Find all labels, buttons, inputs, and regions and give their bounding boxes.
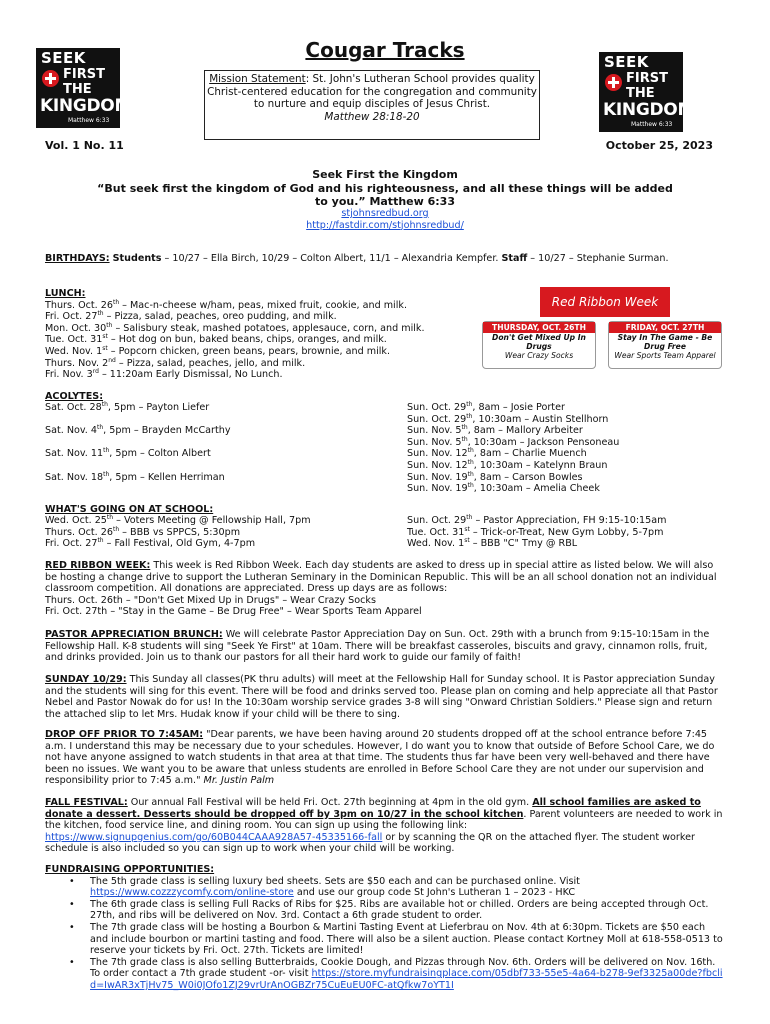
acolyte-entry [407, 483, 737, 495]
cozzzycomfy-link[interactable]: https://www.cozzzycomfy.com/online-store [90, 887, 294, 899]
sunday-text: This Sunday all classes(PK thru adults) will meet at the Fellowship Hall for Sunday school. It is Pastor appreciation Sunday and the students will sing for this event. There will be food and drinks served too. Please plan on coming and help appreciate all that Pastor Nebel and Pastor Nowak do for us! In the 10:30am worship service grades 3-8 will sing "Onward Christian Soldiers." Please sign and return the attached slip to let Mrs. Hudak know if your child will be there to sing. [45, 674, 718, 720]
entry-text: – Pastor Appreciation, FH 9:15-10:15am [472, 515, 667, 526]
acolytes-heading: ACOLYTES: [45, 391, 104, 402]
fundraising-heading: FUNDRAISING OPPORTUNITIES: [45, 864, 215, 875]
entry-date-suffix: th [466, 412, 473, 420]
red-ribbon-text: This week is Red Ribbon Week. Each day students are asked to dress up in special attire as listed below. We will also be hosting a change drive to support the Lutheran Seminary in the Dominican Republic. This will be an all school donation not an individual classroom competition. All donations are appreciated. Dress up days are as follows: [45, 560, 717, 595]
dress-up-friday: Fri. Oct. 27th – "Stay in the Game – Be Drug Free" – Wear Sports Team Apparel [45, 606, 422, 618]
fundraiser-6th-grade: • The 6th grade class is selling Full Racks of Ribs for $25. Ribs are available hot or chilled. Orders are being accepted through Oct. 27th, and ribs will be delivered on Nov. 3rd. Contact a 6th grade student to order. [90, 899, 725, 922]
logo-text: KINGDOM [603, 100, 695, 120]
fall-festival-section [45, 797, 725, 855]
students-label: Students [112, 253, 162, 264]
festival-text: . Parent volunteers are needed to work in the kitchen, food service line, and dining room. You can sign up using the following link: [45, 808, 723, 832]
acolyte-entry [407, 425, 737, 437]
entry-text: – Voters Meeting @ Fellowship Hall, 7pm [113, 515, 311, 526]
lunch-item [45, 300, 475, 312]
entry-date: Thurs. Nov. 2 [45, 357, 109, 369]
entry-date: Fri. Oct. 27 [45, 311, 98, 323]
event-entry [407, 515, 737, 527]
card-title: Stay In The Game - Be Drug Free [617, 333, 713, 351]
acolyte-entry [407, 414, 737, 426]
acolyte-entry [407, 448, 737, 460]
entry-date-suffix: th [97, 310, 104, 317]
entry-date-suffix: st [102, 333, 108, 341]
fundraiser-7th-grade-tasting: • The 7th grade class will be hosting a Bourbon & Martini Tasting Event at Lieferbrau on Nov. 4th at 6:30pm. Tickets are $50 each and include bourbon or martini tasting and food. There will also be a silent auction. Please contact Kortney Moll at 618-558-0513 to reserve your tickets by Fri. Oct. 27th. Tickets are limited! [90, 922, 725, 957]
pastor-text: We will celebrate Pastor Appreciation Day on Sun. Oct. 29th with a brunch from 9:15-10:15am in the Fellowship Hall. K-8 students will sing "Seek Ye First" at 10am. There will be breakfast casseroles, biscuits and gravy, cinnamon rolls, fruit, and drinks provided. Join us to thank our pastors for all their hard work to guide our family of faith! [45, 629, 710, 664]
acolyte-entry [407, 472, 737, 484]
card-day: FRIDAY, OCT. 27TH [609, 322, 721, 333]
fundraising-section [45, 864, 725, 992]
acolyte-entry [407, 437, 737, 449]
entry-date: Sun. Nov. 19 [407, 483, 468, 495]
students-birthdays: – 10/27 – Ella Birch, 10/29 – Colton Albert, 11/1 – Alexandria Kempfer. [161, 253, 502, 264]
lunch-heading: LUNCH: [45, 288, 86, 299]
card-day: THURSDAY, OCT. 26TH [483, 322, 595, 333]
entry-text: – Pizza, salad, peaches, oreo pudding, and milk. [103, 311, 337, 323]
entry-text: – Popcorn chicken, green beans, pears, brownie, and milk. [107, 345, 391, 357]
entry-date-suffix: th [461, 424, 468, 431]
dropoff-signature: Mr. Justin Palm [203, 775, 275, 787]
lunch-item [45, 334, 475, 346]
staff-birthdays: – 10/27 – Stephanie Surman. [527, 253, 669, 264]
birthdays-section [45, 253, 725, 265]
acolytes-right-list [407, 402, 737, 495]
whats-going-on-heading: WHAT'S GOING ON AT SCHOOL: [45, 504, 214, 515]
events-right-list [407, 515, 737, 550]
logo-text: FIRST [63, 67, 105, 82]
entry-date-suffix: th [466, 513, 473, 521]
fundraiser-text: The 7th grade class is also selling Butterbraids, Cookie Dough, and Pizzas through Nov. 6th. Orders will be delivered on Nov. 16th. To order contact a 7th grade student -or- visit [90, 956, 716, 980]
entry-date-suffix: th [97, 537, 104, 544]
entry-text: – Hot dog on bun, baked beans, chips, oranges, and milk. [107, 334, 387, 346]
issue-date: October 25, 2023 [605, 139, 713, 152]
entry-date-suffix: th [106, 321, 113, 329]
newsletter-title: Cougar Tracks [305, 38, 465, 62]
entry-date: Sat. Nov. 18 [45, 471, 104, 483]
entry-text: , 8am – Carson Bowles [473, 471, 583, 483]
logo-text: FIRST [626, 71, 668, 86]
entry-date: Sun. Oct. 29 [407, 515, 467, 526]
signup-genius-link[interactable]: https://www.signupgenius.com/go/60B044CAAA928A57-45335166-fall [45, 831, 383, 843]
entry-date-suffix: th [103, 447, 110, 455]
entry-text: – BBB "C" Tmy @ RBL [469, 538, 578, 550]
links-block [0, 208, 770, 231]
entry-date-suffix: st [464, 537, 470, 544]
lunch-item [45, 369, 475, 381]
entry-text: – Salisbury steak, mashed potatoes, applesauce, corn, and milk. [112, 322, 425, 334]
entry-date-suffix: rd [92, 367, 99, 375]
entry-date: Mon. Oct. 30 [45, 322, 107, 334]
mission-label: Mission Statement [209, 73, 306, 85]
school-website-link[interactable]: stjohnsredbud.org [341, 208, 429, 219]
entry-date: Sun. Nov. 5 [407, 436, 462, 448]
theme-block [90, 168, 680, 209]
event-entry [45, 538, 395, 550]
dropoff-heading: DROP OFF PRIOR TO 7:45AM: [45, 729, 204, 740]
mission-statement-box [204, 70, 540, 140]
dress-up-card-friday [608, 321, 722, 369]
lunch-item [45, 323, 475, 335]
staff-label: Staff [501, 253, 528, 264]
logo-ref: Matthew 6:33 [631, 121, 673, 128]
sunday-section [45, 674, 725, 720]
myfundraisingplace-link[interactable]: https://store.myfundraisingplace.com/05dbf733-55e5-4a64-b278-9ef3325a00de?fbclid=IwAR3xTjHv75_W0i0JOfo1ZJ29vrUrAnOGBZr75CuEuEU0FC-atQfkw7oYT1I [90, 968, 723, 991]
events-left-list [45, 515, 395, 550]
entry-date-suffix: th [112, 525, 120, 533]
entry-date-suffix: th [461, 435, 468, 443]
entry-text: – Pizza, salad, peaches, jello, and milk. [115, 357, 306, 369]
acolyte-entry [45, 402, 375, 414]
entry-date: Sun. Nov. 12 [407, 448, 468, 460]
entry-date: Fri. Oct. 27 [45, 538, 98, 550]
card-title: Don't Get Mixed Up In Drugs [492, 333, 586, 351]
dropoff-section [45, 729, 725, 787]
dress-up-thursday: Thurs. Oct. 26th – "Don't Get Mixed Up in Drugs" – Wear Crazy Socks [45, 594, 376, 606]
entry-date: Wed. Nov. 1 [45, 345, 103, 357]
logo-text: SEEK [41, 49, 86, 67]
entry-date-suffix: st [464, 525, 470, 533]
mission-text: : St. John's Lutheran School provides quality Christ-centered education for the congregation and community to nurture and equip disciples of Jesus Christ. [207, 73, 537, 111]
fundraiser-text: The 5th grade class is selling luxury bed sheets. Sets are $50 each and can be purchased online. Visit [90, 875, 580, 887]
entry-date-suffix: nd [108, 356, 116, 364]
volume-number: Vol. 1 No. 11 [45, 139, 124, 152]
entry-text: – BBB vs SPPCS, 5:30pm [119, 526, 241, 538]
red-ribbon-banner: Red Ribbon Week [540, 287, 670, 317]
logo-text: KINGDOM [40, 96, 132, 116]
acolyte-entry [407, 460, 737, 472]
entry-text: , 5pm – Payton Liefer [107, 402, 210, 413]
entry-date-suffix: th [467, 481, 474, 489]
card-sub: Wear Crazy Socks [504, 351, 574, 360]
logo-text: THE [63, 82, 92, 97]
card-sub: Wear Sports Team Apparel [614, 351, 716, 360]
fastdir-link[interactable]: http://fastdir.com/stjohnsredbud/ [306, 219, 464, 231]
entry-date-suffix: th [467, 447, 474, 455]
entry-date: Thurs. Oct. 26 [45, 526, 113, 538]
event-entry [407, 527, 737, 539]
festival-heading: FALL FESTIVAL: [45, 797, 128, 808]
fundraiser-7th-grade-butterbraids [90, 957, 725, 992]
entry-date: Sat. Nov. 11 [45, 448, 104, 460]
theme-heading: Seek First the Kingdom [312, 168, 458, 181]
entry-date: Sun. Nov. 12 [407, 459, 468, 471]
entry-text: , 8am – Mallory Arbeiter [467, 425, 583, 437]
entry-date-suffix: th [466, 400, 473, 408]
theme-quote: “But seek first the kingdom of God and his righteousness, and all these things will be added to you.” Matthew 6:33 [97, 181, 673, 208]
pastor-heading: PASTOR APPRECIATION BRUNCH: [45, 629, 223, 640]
entry-date-suffix: th [97, 424, 104, 431]
dropoff-text: "Dear parents, we have been having around 20 students dropped off at the school entrance before 7:45 a.m. I understand this may be necessary due to your schedules. However, I do want you to know that outside of Before School Care, we do not have anyone assigned to watch students in that area at that time. The students thus far have been very well-behaved and there have been no issues. We want you to be aware that unless students are enrolled in Before School Care they are not under our supervision and responsibility prior to 7:45 a.m." [45, 729, 715, 787]
entry-date-suffix: th [101, 400, 108, 408]
entry-date: Sun. Nov. 5 [407, 425, 462, 437]
entry-date: Thurs. Oct. 26 [45, 299, 113, 311]
red-ribbon-graphic [482, 287, 722, 369]
entry-date: Sat. Nov. 4 [45, 425, 98, 437]
lunch-section [45, 288, 475, 381]
entry-date: Fri. Nov. 3 [45, 369, 93, 381]
logo-text: THE [626, 86, 655, 101]
entry-text: , 8am – Josie Porter [472, 402, 565, 413]
acolyte-entry [45, 472, 375, 484]
entry-date: Wed. Nov. 1 [407, 538, 465, 550]
acolytes-left-list [45, 402, 375, 495]
entry-text: – Mac-n-cheese w/ham, peas, mixed fruit, cookie, and milk. [119, 299, 407, 311]
pastor-appreciation-section [45, 629, 725, 664]
sunday-heading: SUNDAY 10/29: [45, 674, 127, 685]
entry-date: Tue. Oct. 31 [45, 334, 103, 346]
entry-text: , 10:30am – Katelynn Braun [473, 459, 608, 471]
entry-date: Sat. Oct. 28 [45, 402, 102, 413]
dress-up-card-thursday [482, 321, 596, 369]
entry-text: , 10:30am – Amelia Cheek [473, 483, 600, 495]
entry-date-suffix: th [106, 513, 114, 521]
seek-first-logo-right [599, 52, 695, 132]
entry-date-suffix: th [112, 298, 120, 306]
fundraiser-text: and use our group code St John's Lutheran 1 – 2023 - HKC [293, 887, 576, 899]
entry-date: Sun. Nov. 19 [407, 471, 468, 483]
entry-text: – 11:20am Early Dismissal, No Lunch. [98, 369, 283, 381]
mission-verse: Matthew 28:18-20 [324, 110, 420, 123]
entry-date-suffix: th [467, 458, 474, 466]
logo-text: SEEK [604, 53, 649, 71]
entry-date: Sun. Oct. 29 [407, 413, 467, 425]
acolyte-entry [407, 402, 737, 414]
entry-date-suffix: st [102, 344, 108, 352]
festival-text: Our annual Fall Festival will be held Fri. Oct. 27th beginning at 4pm in the old gym. [127, 797, 533, 808]
entry-text: , 10:30am – Austin Stellhorn [472, 413, 609, 425]
event-entry [45, 515, 395, 527]
lunch-item [45, 358, 475, 370]
entry-text: – Fall Festival, Old Gym, 4-7pm [103, 538, 256, 550]
red-ribbon-section [45, 560, 725, 618]
acolyte-entry [45, 448, 375, 460]
fundraiser-5th-grade [90, 876, 725, 899]
entry-text: , 5pm – Brayden McCarthy [103, 425, 231, 437]
cross-icon [605, 74, 622, 91]
birthdays-heading: BIRTHDAYS: [45, 253, 110, 264]
entry-date-suffix: th [103, 470, 110, 478]
entry-date: Sun. Oct. 29 [407, 402, 467, 413]
acolyte-entry [45, 425, 375, 437]
entry-text: , 5pm – Kellen Herriman [109, 471, 225, 483]
entry-text: , 10:30am – Jackson Pensoneau [467, 436, 620, 448]
entry-text: , 8am – Charlie Muench [473, 448, 587, 460]
red-ribbon-heading: RED RIBBON WEEK: [45, 560, 151, 571]
festival-text: or by scanning the QR on the attached flyer. The student worker schedule is also included so you can sign up to work when your child will be working. [45, 831, 695, 855]
entry-text: , 5pm – Colton Albert [109, 448, 211, 460]
entry-date: Wed. Oct. 25 [45, 515, 107, 526]
event-entry [407, 538, 737, 550]
logo-ref: Matthew 6:33 [68, 117, 110, 124]
cross-icon [42, 70, 59, 87]
entry-text: – Trick-or-Treat, New Gym Lobby, 5-7pm [469, 526, 664, 538]
entry-date-suffix: th [467, 470, 474, 478]
festival-bold: All school families are asked to donate a dessert. Desserts should be dropped off by 3pm on 10/27 in the school kitchen [45, 797, 701, 820]
entry-date: Tue. Oct. 31 [407, 526, 465, 538]
